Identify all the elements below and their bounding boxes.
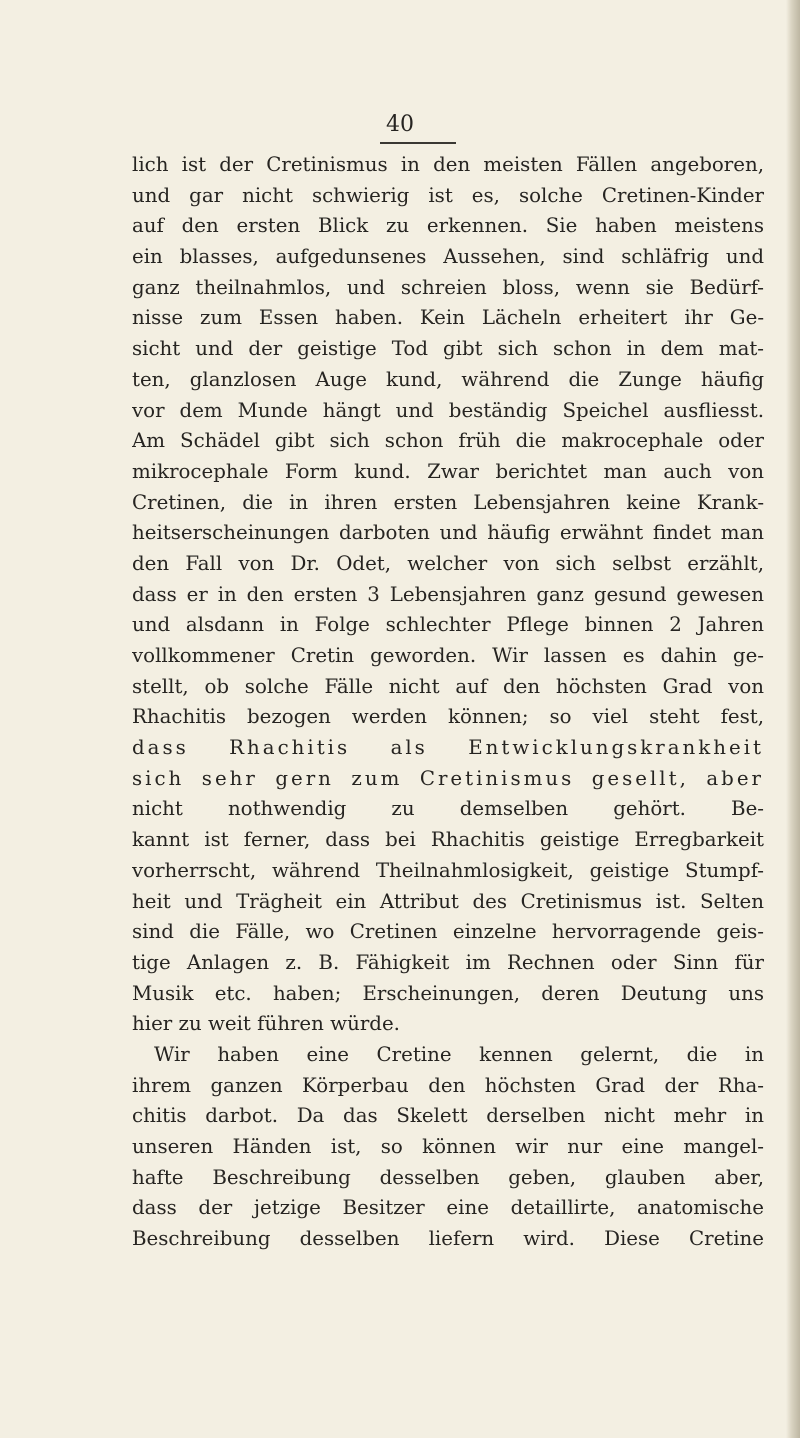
- text-line: Beschreibung desselben liefern wird. Diese Cretine: [132, 1227, 764, 1251]
- text-line: heitserscheinungen darboten und häufig erwähnt findet man: [132, 521, 764, 545]
- text-line: und alsdann in Folge schlechter Pflege binnen 2 Jahren: [132, 613, 764, 637]
- text-line: und gar nicht schwierig ist es, solche Cretinen-Kinder: [132, 183, 764, 207]
- text-line: nisse zum Essen haben. Kein Lächeln erheitert ihr Ge-: [132, 306, 764, 330]
- text-line: sind die Fälle, wo Cretinen einzelne hervorragende geis-: [132, 920, 764, 944]
- text-line-spaced: dass Rhachitis als Entwicklungskrankheit: [132, 736, 764, 760]
- text-line: heit und Trägheit ein Attribut des Cretinismus ist. Selten: [132, 889, 764, 913]
- text-line: vor dem Munde hängt und beständig Speichel ausfliesst.: [132, 398, 764, 422]
- text-line: sicht und der geistige Tod gibt sich schon in dem mat-: [132, 337, 764, 361]
- text-line: kannt ist ferner, dass bei Rhachitis geistige Erregbarkeit: [132, 828, 764, 852]
- page-number: 40: [386, 112, 414, 137]
- text-line: hafte Beschreibung desselben geben, glauben aber,: [132, 1165, 764, 1189]
- text-line: nicht nothwendig zu demselben gehört. Be-: [132, 797, 764, 821]
- text-line: dass der jetzige Besitzer eine detaillirte, anatomische: [132, 1196, 764, 1220]
- text-line: tige Anlagen z. B. Fähigkeit im Rechnen oder Sinn für: [132, 950, 764, 974]
- text-line: Rhachitis bezogen werden können; so viel steht fest,: [132, 705, 764, 729]
- text-line: unseren Händen ist, so können wir nur eine mangel-: [132, 1135, 764, 1158]
- header-rule: [380, 142, 456, 144]
- text-line: ganz theilnahmlos, und schreien bloss, wenn sie Bedürf-: [132, 275, 764, 299]
- text-line: vollkommener Cretin geworden. Wir lassen es dahin ge-: [132, 644, 764, 667]
- text-line: ihrem ganzen Körperbau den höchsten Grad der Rha-: [132, 1073, 764, 1097]
- text-line: ein blasses, aufgedunsenes Aussehen, sind schläfrig und: [132, 245, 764, 269]
- text-line: vorherrscht, während Theilnahmlosigkeit, geistige Stumpf-: [132, 858, 764, 882]
- text-line: Cretinen, die in ihren ersten Lebensjahren keine Krank-: [132, 490, 764, 514]
- text-line: Am Schädel gibt sich schon früh die makrocephale oder: [132, 429, 764, 453]
- text-line: mikrocephale Form kund. Zwar berichtet man auch von: [132, 459, 764, 483]
- page-edge: [786, 0, 800, 1438]
- text-line: dass er in den ersten 3 Lebensjahren ganz gesund gewesen: [132, 582, 764, 606]
- paragraph-end-line: hier zu weit führen würde.: [132, 1012, 400, 1036]
- text-line: lich ist der Cretinismus in den meisten Fällen angeboren,: [132, 153, 764, 176]
- text-line: den Fall von Dr. Odet, welcher von sich selbst erzählt,: [132, 551, 764, 575]
- text-line: ten, glanzlosen Auge kund, während die Zunge häufig: [132, 367, 764, 391]
- paragraph-start-line: Wir haben eine Cretine kennen gelernt, die in: [154, 1042, 764, 1066]
- text-line: auf den ersten Blick zu erkennen. Sie haben meistens: [132, 214, 764, 238]
- text-line: chitis darbot. Da das Skelett derselben nicht mehr in: [132, 1104, 764, 1128]
- body-text: [132, 150, 764, 1255]
- text-line-spaced: sich sehr gern zum Cretinismus gesellt, aber: [132, 766, 764, 790]
- text-line: Musik etc. haben; Erscheinungen, deren Deutung uns: [132, 981, 764, 1005]
- text-line: stellt, ob solche Fälle nicht auf den höchsten Grad von: [132, 674, 764, 698]
